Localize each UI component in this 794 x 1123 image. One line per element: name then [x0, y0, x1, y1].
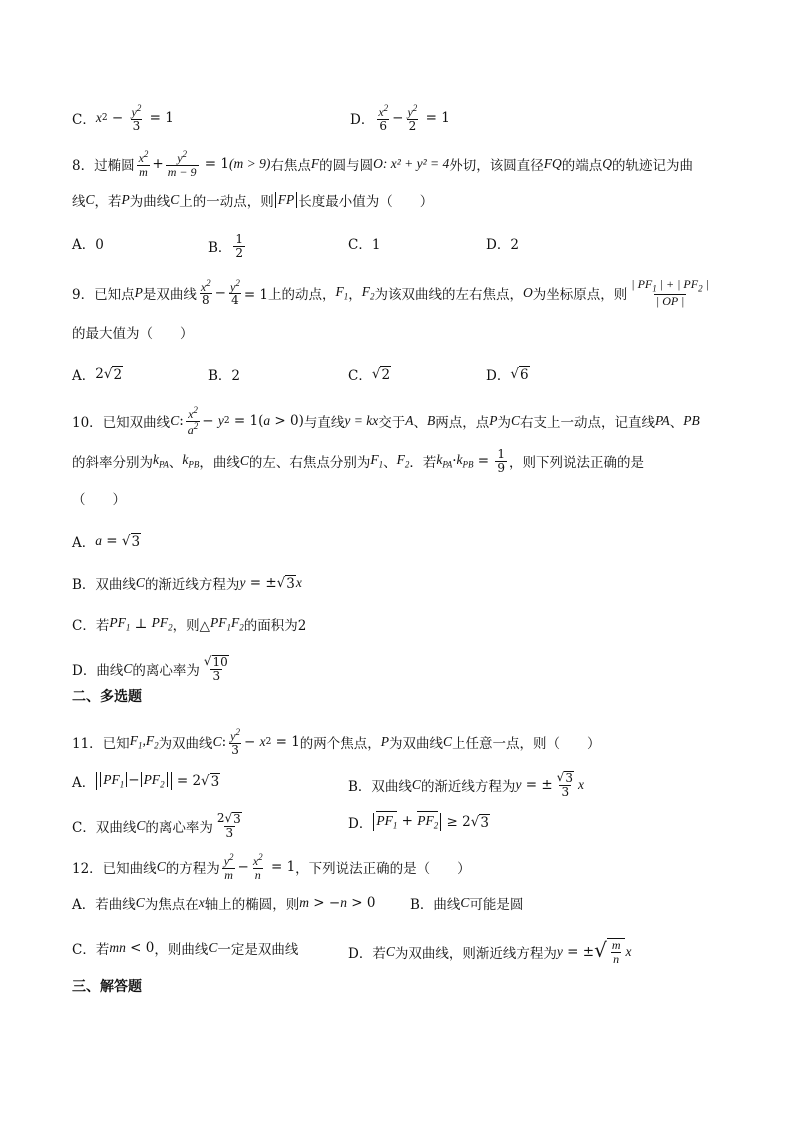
q8-option-a: A．0 — [72, 237, 104, 253]
q10-option-b: B．双曲线 C 的渐近线方程为 y = ± √ 3 x — [72, 574, 302, 593]
q12-option-d: D．若 C 为双曲线，则渐近线方程为 y = ± √ $\frac{m}{n}$ x — [348, 938, 632, 966]
q9-option-d: D． √ 6 — [486, 365, 529, 384]
q12-option-c: C．若 mn < 0 ，则曲线 C 一定是双曲线 — [72, 940, 299, 958]
q8-option-d: D．2 — [486, 237, 519, 253]
q11-option-b: B．双曲线 C 的渐近线方程为 y = ± √ 3 3 x — [348, 770, 584, 799]
q9-option-a: A． 2 √ 2 — [72, 365, 123, 384]
q11-option-c: C．双曲线 C 的离心率为 2 √ 3 3 — [72, 811, 241, 840]
q12-option-b: B．曲线 C 可能是圆 — [410, 895, 524, 913]
q8-option-c: C．1 — [348, 237, 381, 253]
q8-stem-line1: 8．过椭圆 $\frac{x^2}{m}$ + $\frac{y^2}{m - 9}$ = 1 (m > 9) 右焦点 F 的圆与圆 O: x² + y² = 4 外切，该圆直径 FQ 的端点 Q 的轨迹记为曲 — [72, 149, 694, 179]
q8-stem-line2: 线 C ，若 P 为曲线 C 上的一动点，则 FP 长度最小值为（ ） — [72, 192, 434, 210]
q7-option-c: C． x 2 − $\frac{y^2}{3}$ = 1 — [72, 103, 174, 133]
q8-option-b: B． $\frac{1}{2}$ — [208, 232, 244, 260]
q11-option-a: A． $PF_1 - PF_2$ = 2 √ 3 — [72, 772, 220, 791]
q9-option-b: B．2 — [208, 368, 241, 384]
q10-option-c: C．若 $PF_1$ ⊥ $PF_2$ ，则△ $PF_1F_2$ 的面积为2 — [72, 615, 307, 634]
q7-option-d: D． $\frac{x^2}{6}$ − $\frac{y^2}{2}$ = 1 — [350, 103, 450, 133]
q10-stem-line3: （ ） — [72, 492, 126, 508]
q10-option-d: D．曲线 C 的离心率为 √ 10 3 — [72, 654, 228, 683]
section-heading-multiple-choice: 二、多选题 — [72, 689, 142, 705]
q9-option-c: C． √ 2 — [348, 365, 391, 384]
q9-stem-line2: 的最大值为（ ） — [72, 326, 194, 342]
q10-stem-line1: 10．已知双曲线 C : $\frac{x^2}{a^2}$ − y 2 = 1( a > 0) 与直线 y = kx 交于 A 、 B 两点，点 P 为 C 右支上一动点，记直线 PA 、 PB — [72, 405, 700, 437]
q11-stem: 11．已知 $F_1,F_2$ 为双曲线 C : $\frac{y^2}{3}$ − x 2 = 1 的两个焦点， P 为双曲线 C 上任意一点，则（ ） — [72, 727, 601, 757]
q12-stem: 12．已知曲线 C 的方程为 $\frac{y^2}{m}$ − $\frac{x^2}{n}$ = 1 ，下列说法正确的是（ ） — [72, 852, 471, 882]
q9-stem-line1: 9．已知点 P 是双曲线 $\frac{x^2}{8}$ − $\frac{y^2}{4}$ = 1上的动点， $F_1$ ， $F_2$ 为该双曲线的左右焦点， O 为坐标原点，则 $\frac{| PF_1 | + | PF_2 |}{| OP |}$ — [72, 277, 709, 308]
q12-option-a: A．若曲线 C 为焦点在 x 轴上的椭圆，则 m > − n > 0 — [72, 895, 376, 913]
q11-option-d: D． $PF_1 + PF_2$ ≥ 2 √ 3 — [348, 813, 489, 832]
section-heading-answer-questions: 三、解答题 — [72, 979, 142, 995]
q10-stem-line2: 的斜率分别为 $k_{PA}$ 、 $k_{PB}$ ，曲线 C 的左、右焦点分别为 $F_1$ 、 $F_2$ ．若 $k_{PA}$ · $k_{PB}$ = $\frac{1}{9}$ ，则下列说法正确的是 — [72, 447, 645, 475]
q10-option-a: A． a = √ 3 — [72, 532, 141, 551]
